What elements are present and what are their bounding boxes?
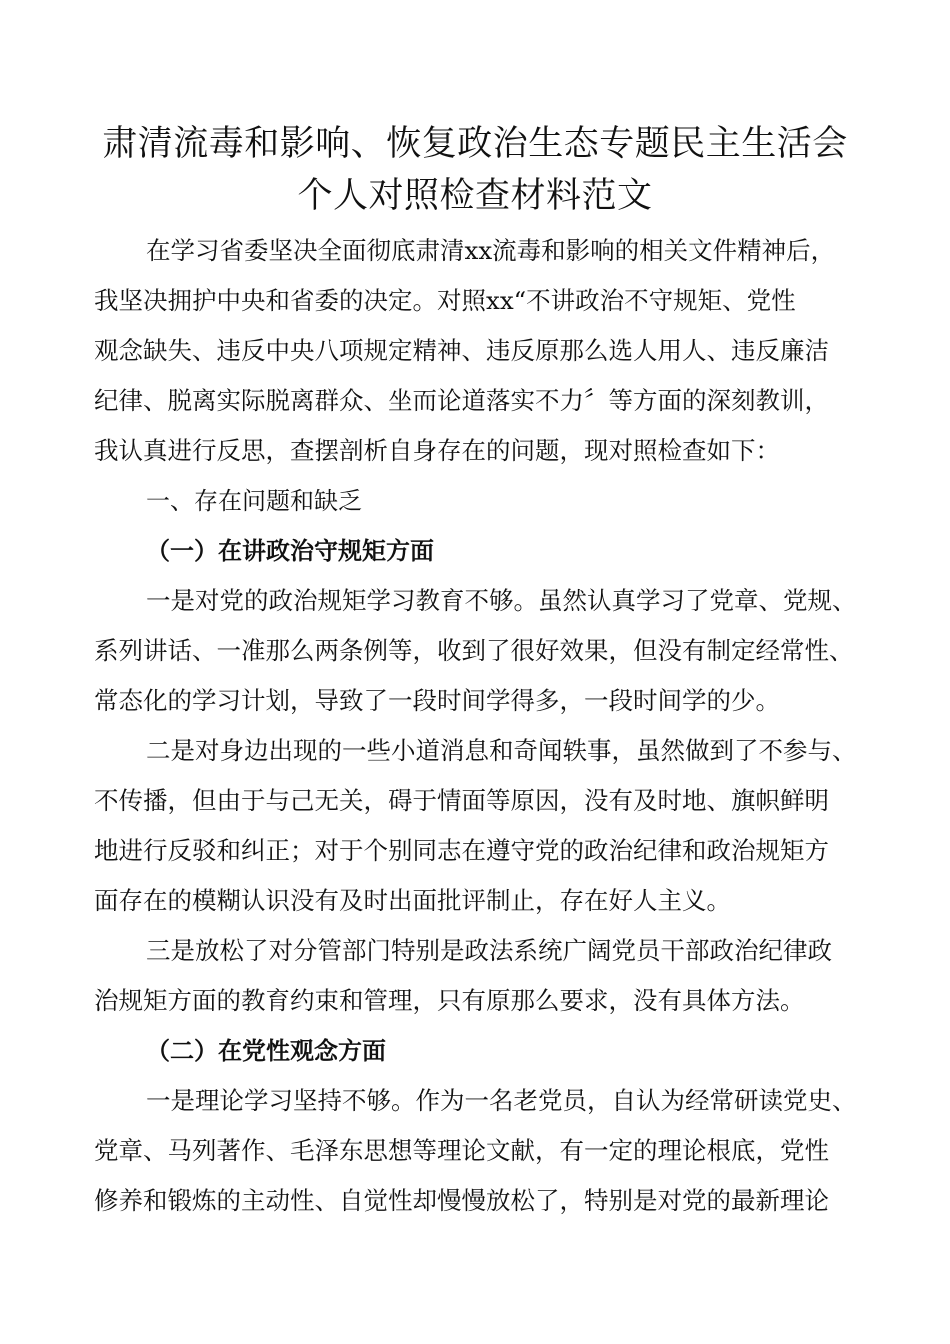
subsection-heading: （二）在党性观念方面 [146, 1037, 386, 1065]
paragraph-line: 党章、马列著作、毛泽东思想等理论文献，有一定的理论根底，党性 [94, 1136, 829, 1165]
section-heading: 一、存在问题和缺乏 [146, 487, 362, 515]
paragraph-line: 治规矩方面的教育约束和管理，只有原那么要求，没有具体方法。 [94, 986, 805, 1015]
paragraph-line: 系列讲话、一准那么两条例等，收到了很好效果，但没有制定经常性、 [94, 636, 854, 665]
document-title-line-2: 个人对照检查材料范文 [297, 176, 653, 216]
paragraph-line: 面存在的模糊认识没有及时出面批评制止，存在好人主义。 [94, 886, 731, 915]
paragraph-line: 一是理论学习坚持不够。作为一名老党员，自认为经常研读党史、 [146, 1086, 857, 1115]
paragraph-line: 三是放松了对分管部门特别是政法系统广阔党员干部政治纪律政 [146, 936, 832, 965]
paragraph-line: 修养和锻炼的主动性、自觉性却慢慢放松了，特别是对党的最新理论 [94, 1186, 829, 1215]
document-title-line-1: 肃清流毒和影响、恢复政治生态专题民主生活会 [102, 124, 848, 164]
subsection-heading: （一）在讲政治守规矩方面 [146, 537, 434, 565]
intro-line: 在学习省委坚决全面彻底肃清xx流毒和影响的相关文件精神后， [146, 236, 836, 265]
paragraph-line: 常态化的学习计划，导致了一段时间学得多，一段时间学的少。 [94, 686, 780, 715]
paragraph-line: 不传播，但由于与己无关，碍于情面等原因，没有及时地、旗帜鲜明 [94, 786, 829, 815]
paragraph-line: 二是对身边出现的一些小道消息和奇闻轶事，虽然做到了不参与、 [146, 736, 857, 765]
intro-line: 观念缺失、违反中央八项规定精神、违反原那么选人用人、违反廉洁 [94, 336, 829, 365]
paragraph-line: 一是对党的政治规矩学习教育不够。虽然认真学习了党章、党规、 [146, 586, 857, 615]
intro-line: 纪律、脱离实际脱离群众、坐而论道落实不力〞等方面的深刻教训， [94, 386, 829, 415]
intro-line: 我认真进行反思，查摆剖析自身存在的问题，现对照检查如下： [94, 436, 780, 465]
intro-line: 我坚决拥护中央和省委的决定。对照xx“不讲政治不守规矩、党性 [94, 286, 796, 315]
paragraph-line: 地进行反驳和纠正；对于个别同志在遵守党的政治纪律和政治规矩方 [94, 836, 829, 865]
